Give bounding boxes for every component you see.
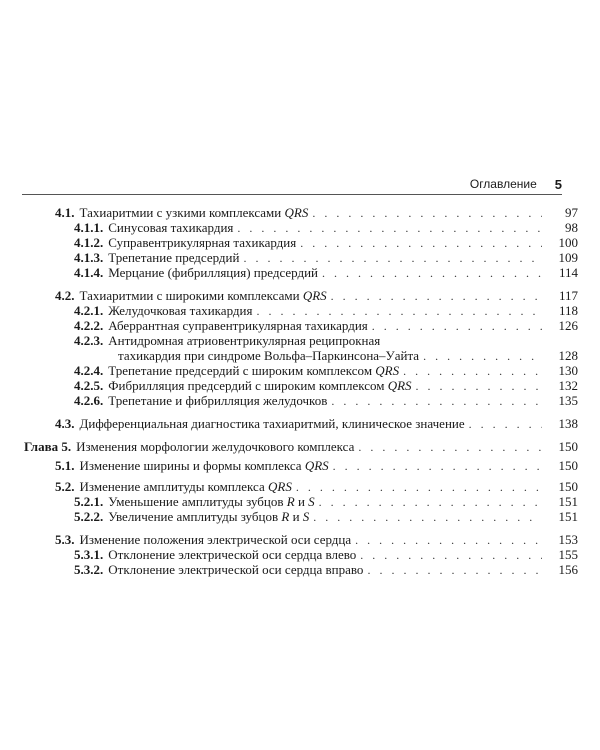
toc-entry-5-3-1[interactable]: [74, 547, 578, 562]
toc-number: 4.1.4.: [74, 265, 104, 280]
dot-leader: [469, 417, 542, 432]
toc-number: Глава 5.: [24, 439, 72, 454]
dot-leader: [313, 510, 542, 525]
toc-page: 155: [558, 547, 578, 562]
toc-title-line-1: Антидромная атриовентрикулярная реципрокная: [108, 333, 381, 348]
toc-number: 5.3.2.: [74, 562, 104, 577]
toc-page: 100: [558, 235, 578, 250]
toc-title: Уменьшение амплитуды зубцов R и S: [108, 494, 315, 509]
dot-leader: [296, 480, 542, 495]
dot-leader: [331, 289, 542, 304]
toc-page: 153: [558, 532, 578, 547]
toc-page: 109: [558, 250, 578, 265]
toc-number: 5.2.: [55, 479, 75, 494]
toc-number: 5.2.2.: [74, 509, 104, 524]
dot-leader: [319, 495, 542, 510]
toc-title: Увеличение амплитуды зубцов R и S: [108, 509, 310, 524]
toc-number: 4.2.4.: [74, 363, 104, 378]
toc-entry-5-2-2[interactable]: [74, 509, 578, 524]
toc-title: Фибрилляция предсердий с широким комплексом QRS: [108, 378, 412, 393]
toc-number: 4.1.1.: [74, 220, 104, 235]
dot-leader: [360, 548, 542, 563]
dot-leader: [367, 563, 542, 578]
toc-number: 4.2.6.: [74, 393, 104, 408]
dot-leader: [243, 251, 542, 266]
toc-title: Изменения морфологии желудочкового комплекса: [76, 439, 355, 454]
toc-page: 150: [558, 479, 578, 494]
running-head-page-number: 5: [554, 177, 562, 192]
toc-number: 4.3.: [55, 416, 75, 431]
toc-number: 5.1.: [55, 458, 75, 473]
toc-entry-4-1[interactable]: [55, 205, 578, 220]
toc-entry-5-2[interactable]: [55, 479, 578, 494]
toc-entry-4-2-5[interactable]: [74, 378, 578, 393]
toc-entry-4-2-3-continued[interactable]: [118, 348, 578, 363]
dot-leader: [372, 319, 542, 334]
toc-title: Трепетание и фибрилляция желудочков: [108, 393, 328, 408]
toc-number: 4.1.3.: [74, 250, 104, 265]
toc-entry-4-2-1[interactable]: [74, 303, 578, 318]
toc-page: 156: [558, 562, 578, 577]
toc-title: Аберрантная суправентрикулярная тахикардия: [108, 318, 368, 333]
toc-page: 117: [558, 288, 578, 303]
toc-page: 138: [558, 416, 578, 431]
toc-title: Изменение ширины и формы комплекса QRS: [79, 458, 329, 473]
toc-title: Изменение амплитуды комплекса QRS: [79, 479, 292, 494]
dot-leader: [331, 394, 542, 409]
toc-entry-4-2[interactable]: [55, 288, 578, 303]
running-head-title: Оглавление: [469, 177, 537, 191]
dot-leader: [423, 349, 542, 364]
toc-title: Трепетание предсердий с широким комплексом QRS: [108, 363, 400, 378]
toc-title: Тахиаритмии с узкими комплексами QRS: [79, 205, 309, 220]
toc-title: Отклонение электрической оси сердца вправо: [108, 562, 364, 577]
toc-entry-chapter-5[interactable]: [24, 439, 578, 454]
toc-entry-4-2-3[interactable]: [74, 333, 578, 348]
dot-leader: [355, 533, 542, 548]
toc-number: 4.2.: [55, 288, 75, 303]
table-of-contents: [0, 205, 600, 577]
toc-entry-5-1[interactable]: [55, 458, 578, 473]
toc-page: 135: [558, 393, 578, 408]
dot-leader: [322, 266, 542, 281]
toc-number: 5.3.1.: [74, 547, 104, 562]
toc-entry-4-1-4[interactable]: [74, 265, 578, 280]
dot-leader: [333, 459, 542, 474]
dot-leader: [358, 440, 542, 455]
toc-number: 4.1.2.: [74, 235, 104, 250]
dot-leader: [256, 304, 542, 319]
toc-title-line-2: тахикардия при синдроме Вольфа–Паркинсона–Уайта: [118, 348, 420, 363]
toc-number: 5.2.1.: [74, 494, 104, 509]
dot-leader: [416, 379, 542, 394]
toc-number: 4.2.5.: [74, 378, 104, 393]
toc-entry-5-3-2[interactable]: [74, 562, 578, 577]
running-head: [22, 174, 562, 195]
toc-page: 98: [565, 220, 578, 235]
toc-page: 97: [565, 205, 578, 220]
toc-title: Желудочковая тахикардия: [108, 303, 253, 318]
toc-page: 126: [558, 318, 578, 333]
toc-entry-5-3[interactable]: [55, 532, 578, 547]
toc-entry-4-2-4[interactable]: [74, 363, 578, 378]
toc-title: Мерцание (фибрилляция) предсердий: [108, 265, 319, 280]
toc-page: 150: [558, 458, 578, 473]
toc-title: Тахиаритмии с широкими комплексами QRS: [79, 288, 327, 303]
dot-leader: [403, 364, 542, 379]
toc-entry-4-1-2[interactable]: [74, 235, 578, 250]
toc-page: 150: [558, 439, 578, 454]
toc-page: 151: [558, 494, 578, 509]
toc-page: 132: [558, 378, 578, 393]
toc-title: Суправентрикулярная тахикардия: [108, 235, 297, 250]
toc-page: 151: [558, 509, 578, 524]
toc-entry-4-1-3[interactable]: [74, 250, 578, 265]
toc-title: Изменение положения электрической оси сердца: [79, 532, 352, 547]
dot-leader: [237, 221, 542, 236]
toc-title: Отклонение электрической оси сердца влево: [108, 547, 357, 562]
toc-page: 118: [558, 303, 578, 318]
toc-number: 4.2.3.: [74, 333, 104, 348]
toc-entry-4-2-6[interactable]: [74, 393, 578, 408]
toc-entry-5-2-1[interactable]: [74, 494, 578, 509]
toc-number: 4.2.2.: [74, 318, 104, 333]
toc-title: Дифференциальная диагностика тахиаритмий, клиническое значение: [79, 416, 465, 431]
toc-title: Синусовая тахикардия: [108, 220, 234, 235]
toc-number: 5.3.: [55, 532, 75, 547]
toc-page: 128: [558, 348, 578, 363]
toc-entry-4-1-1[interactable]: [74, 220, 578, 235]
toc-entry-4-2-2[interactable]: [74, 318, 578, 333]
toc-number: 4.2.1.: [74, 303, 104, 318]
dot-leader: [300, 236, 542, 251]
toc-page: 114: [558, 265, 578, 280]
toc-page: 130: [558, 363, 578, 378]
toc-title: Трепетание предсердий: [108, 250, 240, 265]
toc-entry-4-3[interactable]: [55, 416, 578, 431]
toc-number: 4.1.: [55, 205, 75, 220]
dot-leader: [312, 206, 542, 221]
